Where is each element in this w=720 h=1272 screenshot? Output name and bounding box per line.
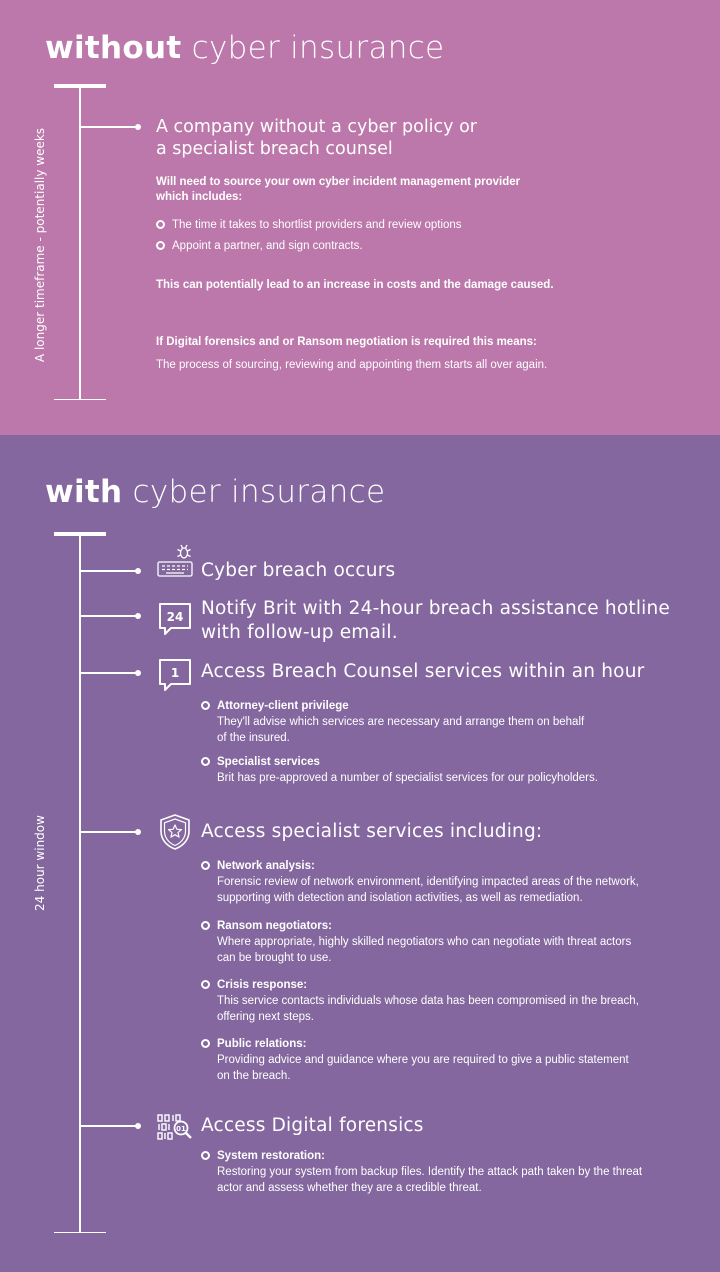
- timeline-connector: [80, 126, 138, 128]
- title-bold: without: [45, 30, 182, 66]
- list-item: Public relations: Providing advice and guidance where you are required to give a public statement on the breach.: [217, 1036, 629, 1084]
- notify-badge: 24: [166, 610, 184, 624]
- counsel-badge: 1: [170, 666, 180, 680]
- list-item: The time it takes to shortlist providers and review options: [172, 217, 462, 233]
- bullet-circle-icon: [201, 1151, 210, 1160]
- without-heading-2: a specialist breach counsel: [156, 139, 393, 159]
- timeline-line: [79, 86, 81, 400]
- timeline-connector: [80, 831, 138, 833]
- step-notify-line-1: Notify Brit with 24-hour breach assistance hotline: [201, 598, 671, 619]
- list-item: Ransom negotiators: Where appropriate, highly skilled negotiators who can negotiate with threat actors can be brought to use.: [217, 918, 631, 966]
- consequence-text: This can potentially lead to an increase in costs and the damage caused.: [156, 279, 554, 291]
- list-item: Crisis response: This service contacts individuals whose data has been compromised in the breach, offering next steps.: [217, 977, 639, 1025]
- timeline-bottom-bar: [54, 399, 106, 400]
- timeline-connector: [80, 570, 138, 572]
- with-insurance-section: [0, 435, 720, 1272]
- bullet-circle-icon: [201, 921, 210, 930]
- without-insurance-section: [0, 0, 720, 435]
- speech-bubble-24-icon: [157, 601, 193, 637]
- bug-keyboard-icon: [156, 541, 194, 579]
- title-rest: cyber insurance: [122, 474, 386, 510]
- list-item: System restoration: Restoring your system from backup files. Identify the attack path taken by the threat actor and assess whether they are a credible threat.: [217, 1148, 642, 1196]
- forensics-text: The process of sourcing, reviewing and appointing them starts all over again.: [156, 359, 548, 371]
- list-item: Network analysis: Forensic review of network environment, identifying impacted areas of the network, supporting with detection and isolation activities, as well as remediation.: [217, 858, 639, 906]
- timeline-connector: [80, 615, 138, 617]
- speech-bubble-1-icon: [157, 657, 193, 693]
- title-rest: cyber insurance: [181, 30, 445, 66]
- bullet-circle-icon: [201, 757, 210, 766]
- timeline-line: [79, 534, 81, 1233]
- timeline-connector: [80, 1125, 138, 1127]
- bullet-circle-icon: [201, 1039, 210, 1048]
- binary-magnifier-icon: [156, 1112, 194, 1142]
- bullet-circle-icon: [201, 861, 210, 870]
- list-item: Appoint a partner, and sign contracts.: [172, 238, 363, 254]
- list-item: Specialist services Brit has pre-approved a number of specialist services for our policyholders.: [217, 754, 598, 786]
- timeline-bottom-bar: [54, 1232, 106, 1233]
- step-forensics-label: Access Digital forensics: [201, 1115, 424, 1136]
- bullet-circle-icon: [156, 241, 165, 250]
- bullet-circle-icon: [201, 980, 210, 989]
- list-item: Attorney-client privilege They'll advise which services are necessary and arrange them on behalf of the insured.: [217, 698, 584, 746]
- step-notify-line-2: with follow-up email.: [201, 622, 398, 643]
- intro-line-2: which includes:: [156, 191, 243, 203]
- svg-text:01: 01: [176, 1125, 186, 1133]
- title-bold: with: [45, 474, 123, 510]
- step-counsel-label: Access Breach Counsel services within an hour: [201, 661, 645, 682]
- bullet-circle-icon: [156, 220, 165, 229]
- bullet-circle-icon: [201, 701, 210, 710]
- step-specialist-label: Access specialist services including:: [201, 821, 543, 842]
- without-heading-1: A company without a cyber policy or: [156, 117, 477, 137]
- timeline-label: 24 hour window: [33, 815, 47, 911]
- timeline-connector: [80, 672, 138, 674]
- timeline-label: A longer timeframe - potentially weeks: [33, 127, 47, 363]
- forensics-heading: If Digital forensics and or Ransom negotiation is required this means:: [156, 336, 537, 348]
- without-title: [45, 30, 444, 66]
- intro-line-1: Will need to source your own cyber incident management provider: [156, 176, 521, 188]
- with-title: [45, 474, 385, 510]
- step-breach-label: Cyber breach occurs: [201, 560, 396, 581]
- shield-star-icon: [158, 813, 192, 851]
